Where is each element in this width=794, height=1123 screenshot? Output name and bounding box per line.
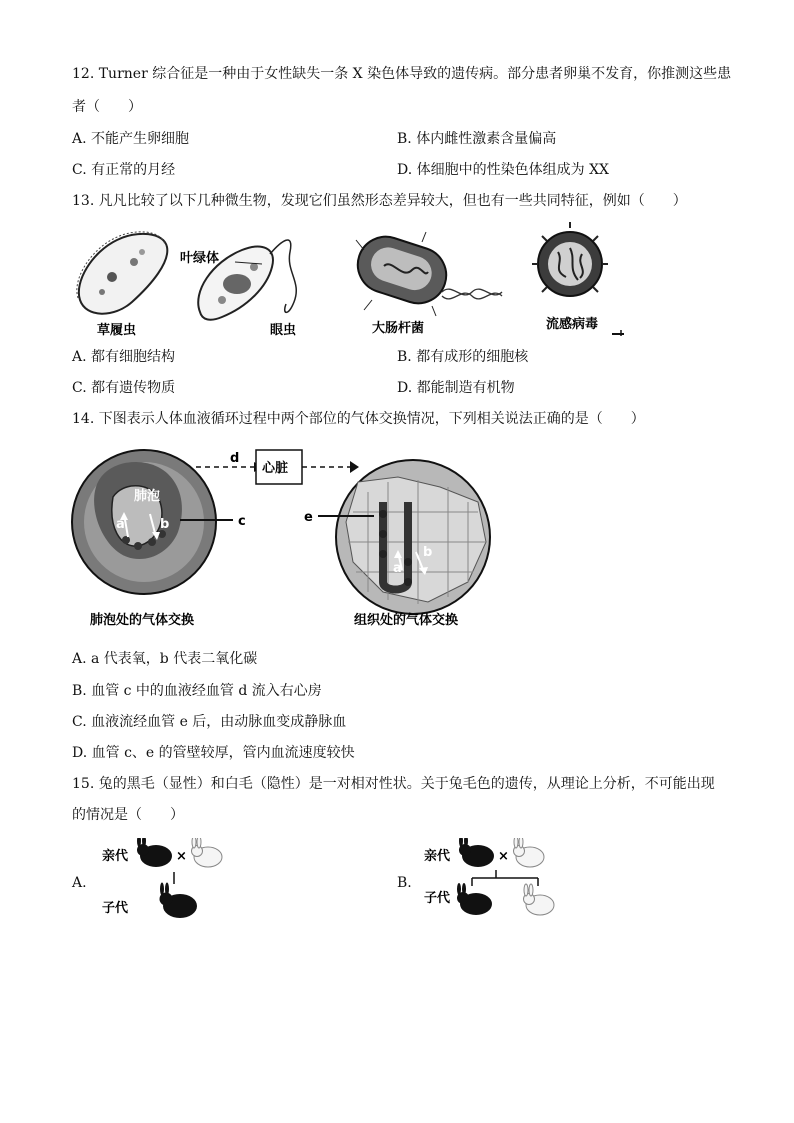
caption-alveolus-exchange: 肺泡处的气体交换 [90,613,195,628]
q15-stem-line2: 的情况是（ ） [72,807,184,823]
q14-option-a: A. a 代表氧，b 代表二氧化碳 [72,651,258,667]
caption-tissue-exchange: 组织处的气体交换 [354,613,459,628]
label-alveolus: 肺泡 [134,489,161,504]
label-e: e [304,510,313,525]
q12-option-b: B. 体内雌性激素含量偏高 [397,131,557,147]
white-rabbit-icon [514,838,545,867]
heart-connector [196,450,359,484]
black-rabbit-icon [160,883,198,919]
q12-option-c: C. 有正常的月经 [72,162,176,178]
tissue-diagram [304,460,490,614]
q13-option-b: B. 都有成形的细胞核 [397,349,529,365]
label-chloroplast: 叶绿体 [180,251,220,266]
q13-option-c: C. 都有遗传物质 [72,380,176,396]
q15-stem-line1: 15. 兔的黑毛（显性）和白毛（隐性）是一对相对性状。关于兔毛色的遗传，从理论上分析，不可能出现 [72,776,715,792]
label-euglena: 眼虫 [270,323,297,338]
label-c: c [238,514,246,529]
q14-stem: 14. 下图表示人体血液循环过程中两个部位的气体交换情况，下列相关说法正确的是（ ） [72,411,645,427]
ecoli-image [351,229,502,316]
q15-option-a-figure [98,838,238,920]
q14-gas-exchange-figure [68,442,508,637]
white-rabbit-icon [192,838,223,867]
black-rabbit-icon [459,838,494,867]
q12-option-d: D. 体细胞中的性染色体组成为 XX [397,162,610,178]
label-parent-b: 亲代 [424,849,451,864]
label-paramecium: 草履虫 [97,323,137,338]
label-a-left: a [116,517,125,532]
black-rabbit-icon [457,883,492,915]
black-rabbit-icon [137,838,172,867]
q12-stem-line2: 者（ ） [72,99,142,115]
q14-option-c: C. 血液流经血管 e 后，由动脉血变成静脉血 [72,714,347,730]
cross-symbol-a: × [176,849,187,864]
heart-box: 心脏 [262,461,289,476]
label-a-right: a [393,561,402,576]
label-b-left: b [160,517,170,532]
label-ecoli: 大肠杆菌 [372,321,425,336]
q12-option-a: A. 不能产生卵细胞 [72,131,190,147]
q12-stem-line1: 12. Turner 综合征是一种由于女性缺失一条 X 染色体导致的遗传病。部分患者卵巢不发育，你推测这些患 [72,66,732,82]
white-rabbit-icon [524,884,555,915]
q13-option-d: D. 都能制造有机物 [397,380,515,396]
label-d: d [230,451,240,466]
q15-option-b-figure [420,838,560,920]
alveolus-diagram [72,450,246,594]
q13-stem: 13. 凡凡比较了以下几种微生物，发现它们虽然形态差异较大，但也有一些共同特征，例如（ ） [72,193,687,209]
cross-symbol-b: × [498,849,509,864]
paramecium-image [77,232,167,314]
q13-option-a: A. 都有细胞结构 [72,349,176,365]
q14-option-d: D. 血管 c、e 的管壁较厚，管内血流速度较快 [72,745,355,761]
q14-option-b: B. 血管 c 中的血液经血管 d 流入右心房 [72,683,322,699]
label-b-right: b [423,545,433,560]
q15-option-b-letter: B. [397,875,412,891]
label-influenza-virus: 流感病毒 [546,317,599,332]
q13-microbe-figure [72,222,632,340]
label-child-a: 子代 [102,901,129,916]
label-child-b: 子代 [424,891,451,906]
q15-option-a-letter: A. [72,875,87,891]
label-parent-a: 亲代 [102,849,129,864]
